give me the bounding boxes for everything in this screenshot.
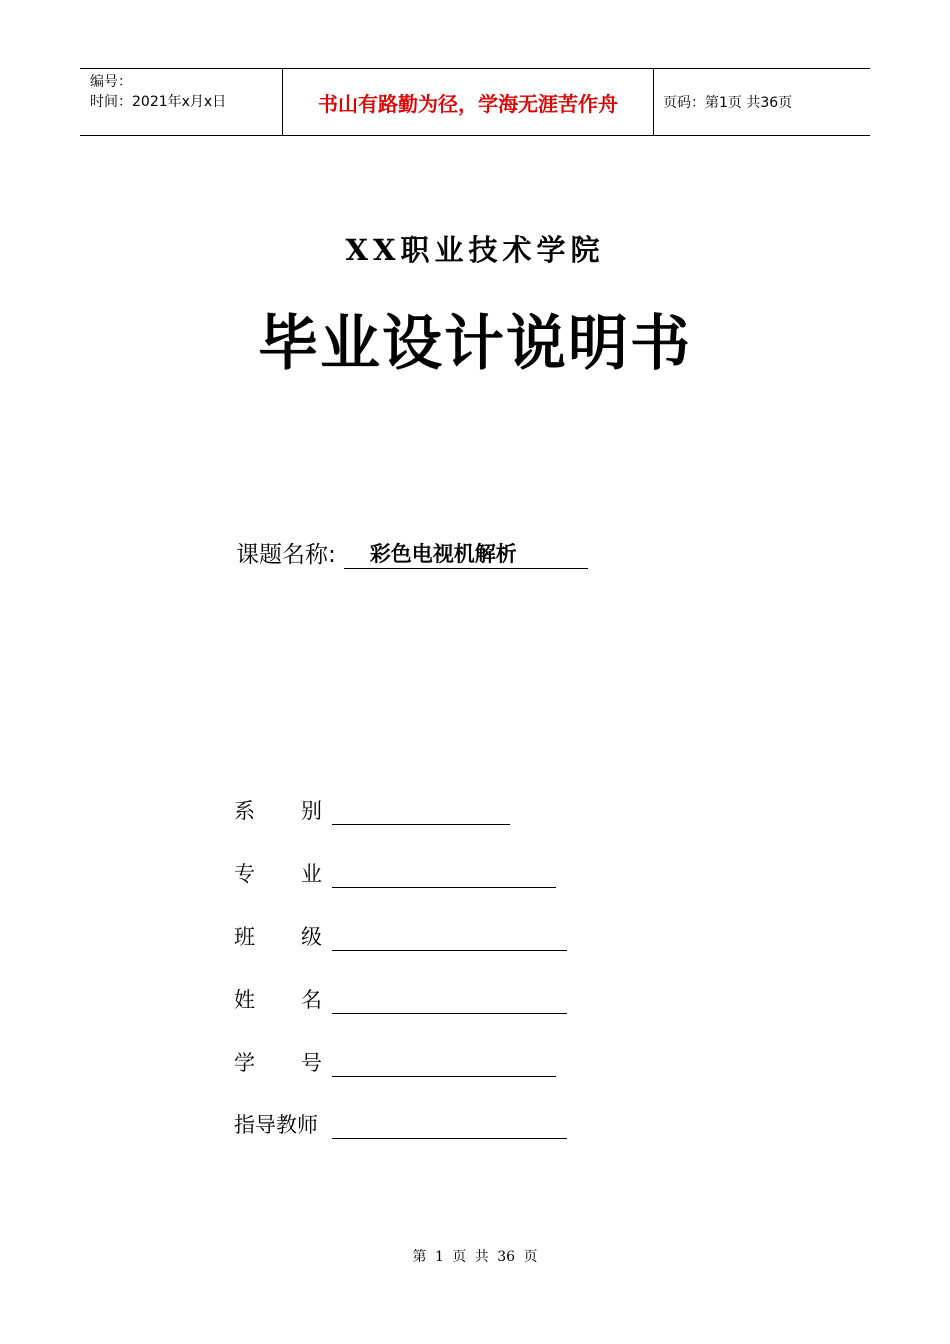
institution-name: XX职业技术学院 — [345, 233, 605, 267]
field-major — [234, 858, 556, 888]
document-title: 毕业设计说明书 — [258, 309, 692, 379]
major-label-char: 专 — [234, 862, 255, 886]
class-field[interactable] — [332, 928, 567, 951]
page-footer: 第 1 页 共 36 页 — [412, 1249, 538, 1265]
major-label-char: 业 — [301, 862, 322, 886]
field-name — [234, 984, 567, 1014]
field-department — [234, 795, 510, 825]
department-label-char: 别 — [301, 799, 322, 823]
name-label — [234, 984, 322, 1014]
name-field[interactable] — [332, 991, 567, 1014]
student-id-label — [234, 1047, 322, 1077]
field-class — [234, 921, 567, 951]
major-field[interactable] — [332, 865, 556, 888]
class-label — [234, 921, 322, 951]
department-field[interactable] — [332, 802, 510, 825]
header-page-info: 页码：第1页 共36页 — [663, 95, 793, 111]
page-header — [80, 68, 870, 136]
topic-label: 课题名称: — [236, 542, 336, 568]
field-student-id — [234, 1047, 556, 1077]
date-label: 时间：2021年x月x日 — [90, 94, 227, 110]
class-label-char: 班 — [234, 925, 255, 949]
class-label-char: 级 — [301, 925, 322, 949]
student-id-label-char: 学 — [234, 1051, 255, 1075]
department-label-char: 系 — [234, 799, 255, 823]
header-meta — [80, 69, 282, 135]
major-label — [234, 858, 322, 888]
serial-number-label: 编号： — [90, 74, 132, 90]
student-id-field[interactable] — [332, 1054, 556, 1077]
field-advisor — [234, 1109, 567, 1139]
advisor-label: 指导教师 — [234, 1113, 318, 1137]
advisor-field[interactable] — [332, 1116, 567, 1139]
header-motto: 书山有路勤为径，学海无涯苦作舟 — [282, 69, 654, 135]
department-label — [234, 795, 322, 825]
student-id-label-char: 号 — [301, 1051, 322, 1075]
name-label-char: 名 — [301, 988, 322, 1012]
topic-row — [236, 536, 588, 569]
topic-value: 彩色电视机解析 — [344, 538, 588, 569]
name-label-char: 姓 — [234, 988, 255, 1012]
